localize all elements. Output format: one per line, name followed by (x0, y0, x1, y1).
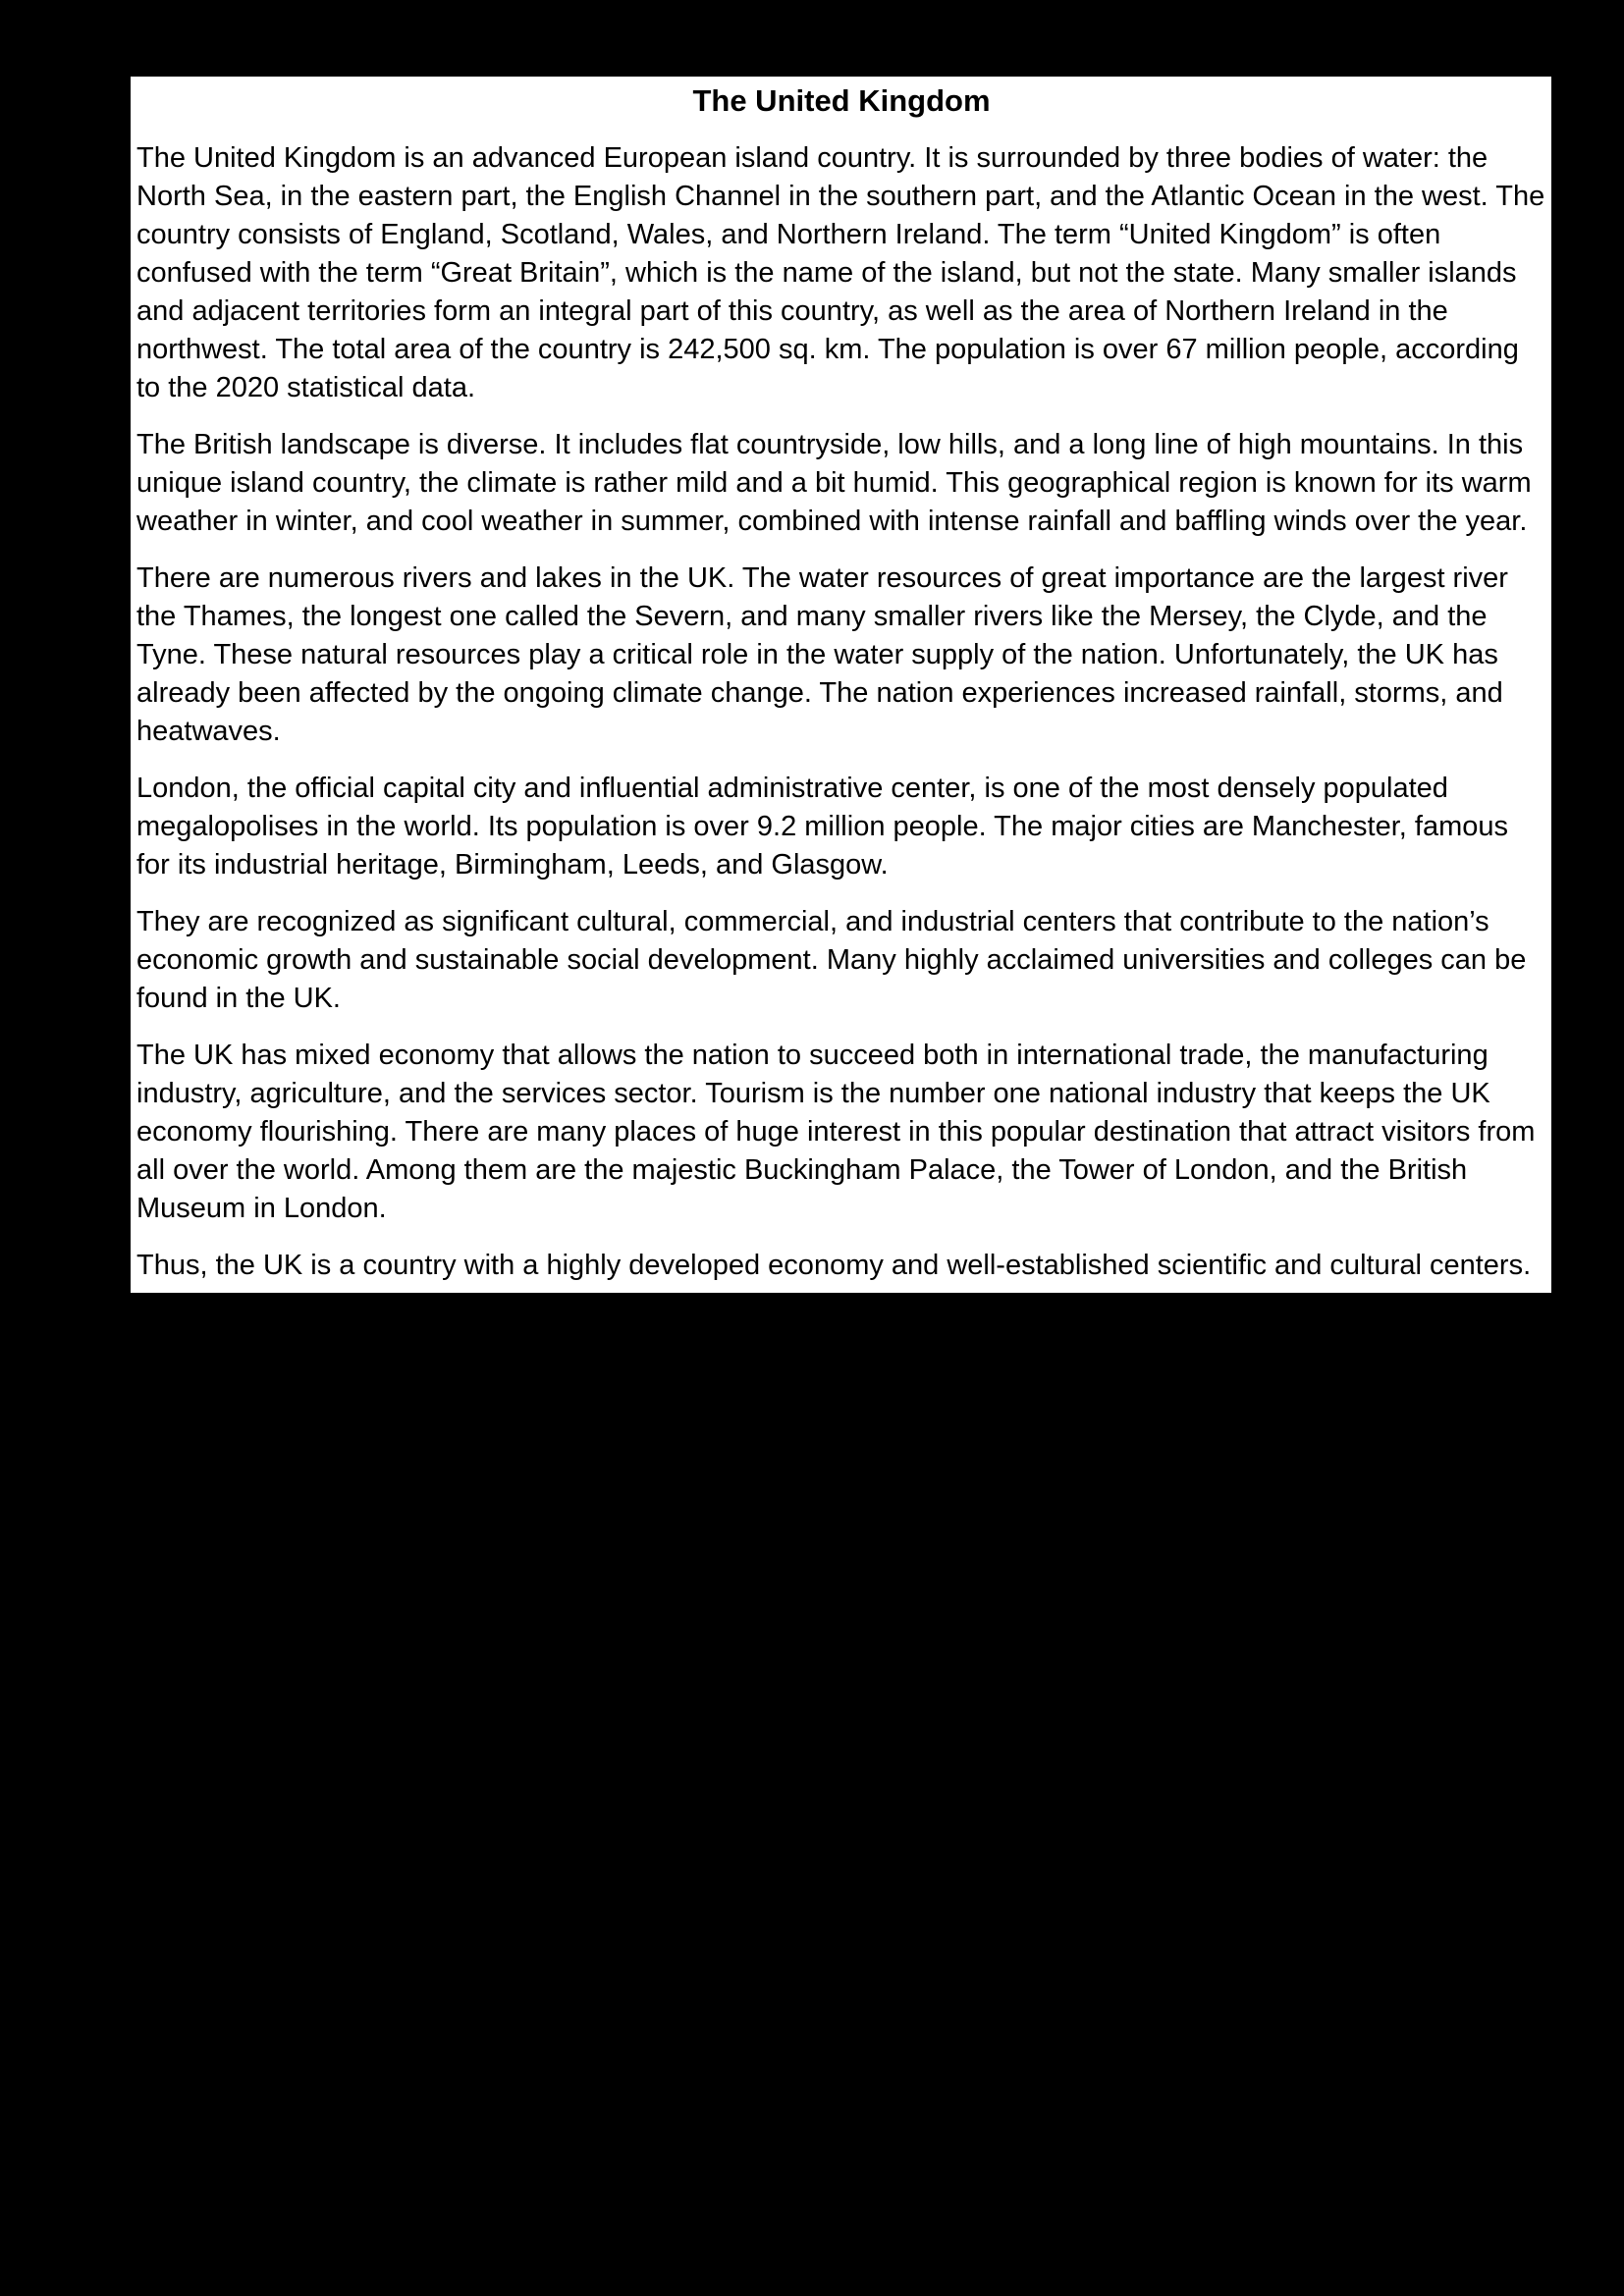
paragraph-rivers: There are numerous rivers and lakes in the UK. The water resources of great importance are the largest river the Thames, the longest one called the Severn, and many smaller rivers like the Mersey, the Clyde, and the Tyne. These natural resources play a critical role in the water supply of the nation. Unfortunately, the UK has already been affected by the ongoing climate change. The nation experiences increased rainfall, storms, and heatwaves. (136, 562, 1508, 747)
paragraph-intro: The United Kingdom is an advanced European island country. It is surrounded by three bodies of water: the North Sea, in the eastern part, the English Channel in the southern part, and the Atlantic Ocean in the west. The country consists of England, Scotland, Wales, and Northern Ireland. The term “United Kingdom” is often confused with the term “Great Britain”, which is the name of the island, but not the state. Many smaller islands and adjacent territories form an integral part of this country, as well as the area of Northern Ireland in the northwest. The total area of the country is 242,500 sq. km. The population is over 67 million people, according to the 2020 statistical data. (136, 142, 1545, 403)
paragraph-economy: The UK has mixed economy that allows the nation to succeed both in international trade, the manufacturing industry, agriculture, and the services sector. Tourism is the number one national industry that keeps the UK economy flourishing. There are many places of huge interest in this popular destination that attract visitors from all over the world. Among them are the majestic Buckingham Palace, the Tower of London, and the British Museum in London. (136, 1040, 1536, 1224)
paragraph-conclusion: Thus, the UK is a country with a highly developed economy and well-established scientific and cultural centers. (136, 1250, 1532, 1281)
paragraph-london: London, the official capital city and influential administrative center, is one of the most densely populated megalopolises in the world. Its population is over 9.2 million people. The major cities are Manchester, famous for its industrial heritage, Birmingham, Leeds, and Glasgow. (136, 773, 1509, 881)
paragraph-cultural-centers: They are recognized as significant cultural, commercial, and industrial centers that contribute to the nation’s economic growth and sustainable social development. Many highly acclaimed universities and colleges can be found in the UK. (136, 906, 1527, 1014)
document-title: The United Kingdom (692, 83, 991, 118)
document-box (131, 77, 1551, 1293)
paragraph-landscape: The British landscape is diverse. It includes flat countryside, low hills, and a long line of high mountains. In this unique island country, the climate is rather mild and a bit humid. This geographical region is known for its warm weather in winter, and cool weather in summer, combined with intense rainfall and baffling winds over the year. (136, 429, 1532, 537)
